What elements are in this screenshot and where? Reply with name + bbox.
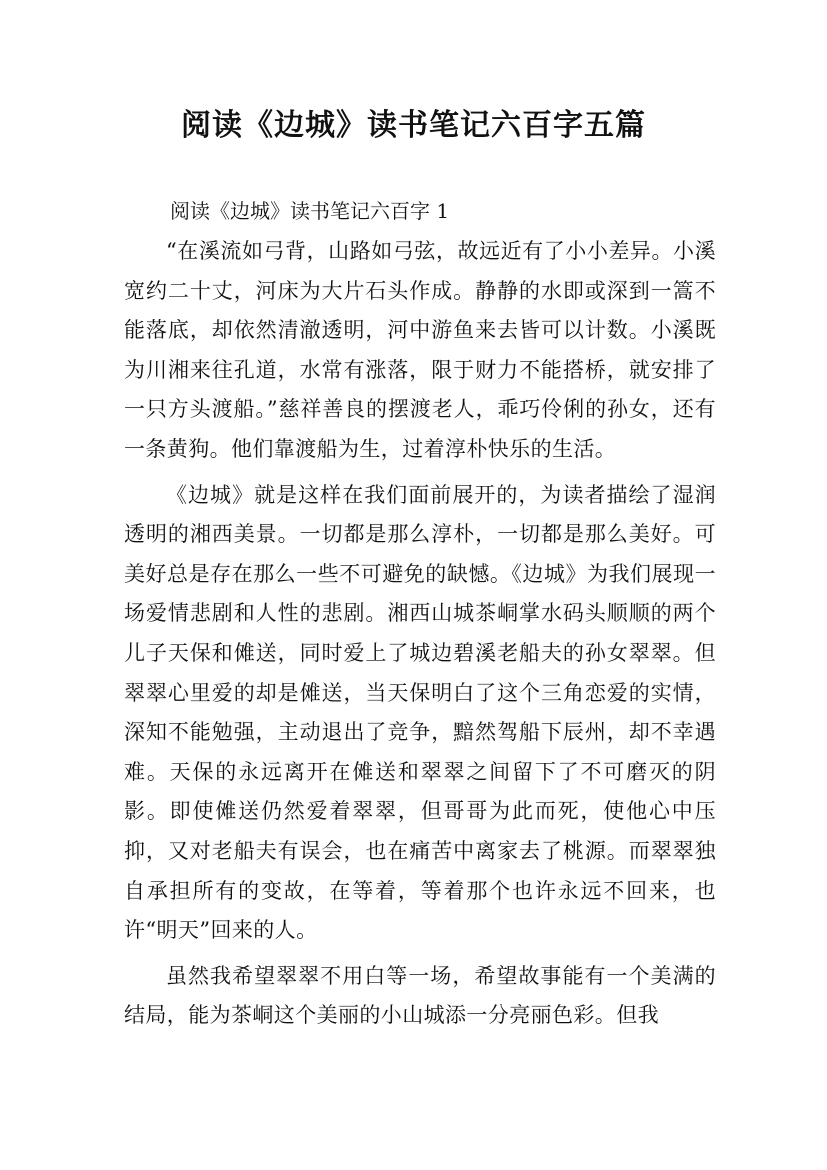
document-title: 阅读《边城》读书笔记六百字五篇 (181, 108, 646, 143)
paragraph-1: “在溪流如弓背，山路如弓弦，故远近有了小小差异。小溪宽约二十丈，河床为大片石头作成。静静的水即或深到一篙不能落底，却依然清澈透明，河中游鱼来去皆可以计数。小溪既为川湘来往孔道，水常有涨落，限于财力不能搭桥，就安排了一只方头渡船。”慈祥善良的摆渡老人，乖巧伶俐的孙女，还有一条黄狗。他们靠渡船为生，过着淳朴快乐的生活。 (124, 239, 716, 461)
document-body (124, 232, 716, 1036)
paragraph-2: 《边城》就是这样在我们面前展开的，为读者描绘了湿润透明的湘西美景。一切都是那么淳朴，一切都是那么美好。可美好总是存在那么一些不可避免的缺憾。《边城》为我们展现一场爱情悲剧和人性的悲剧。湘西山城茶峒掌水码头顺顺的两个儿子天保和傩送，同时爱上了城边碧溪老船夫的孙女翠翠。但翠翠心里爱的却是傩送，当天保明白了这个三角恋爱的实情，深知不能勉强，主动退出了竞争，黯然驾船下辰州，却不幸遇难。天保的永远离开在傩送和翠翠之间留下了不可磨灭的阴影。即使傩送仍然爱着翠翠，但哥哥为此而死，使他心中压抑，又对老船夫有误会，也在痛苦中离家去了桃源。而翠翠独自承担所有的变故，在等着，等着那个也许永远不回来，也许“明天”回来的人。 (124, 482, 716, 943)
section-heading: 阅读《边城》读书笔记六百字 1 (170, 199, 450, 223)
paragraph-3: 虽然我希望翠翠不用白等一场，希望故事能有一个美满的结局，能为茶峒这个美丽的小山城添一分亮丽色彩。但我 (124, 963, 716, 1028)
